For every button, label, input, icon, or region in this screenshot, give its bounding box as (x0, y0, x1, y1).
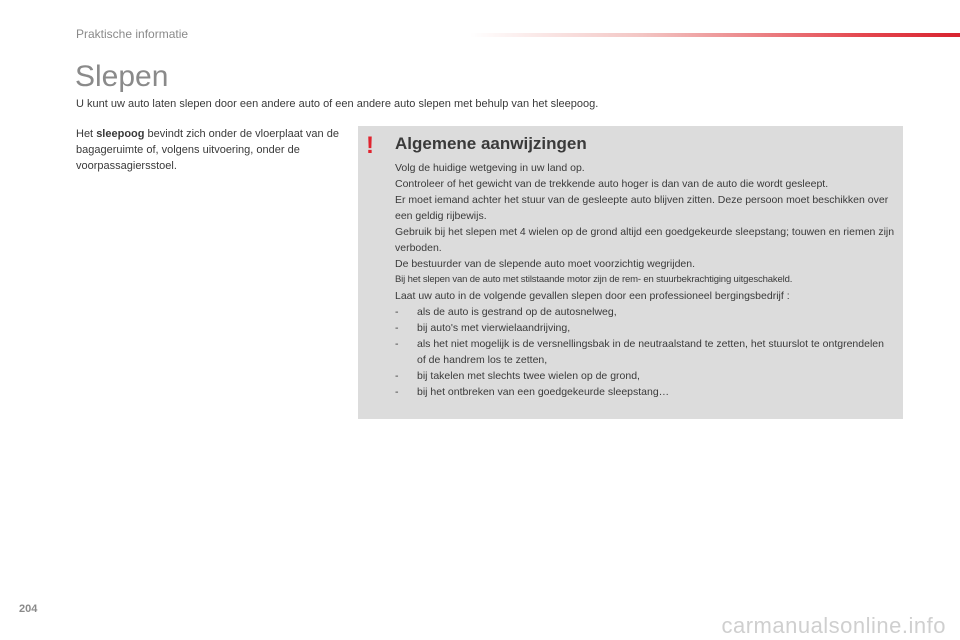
header-accent-bar (470, 33, 960, 37)
list-item (395, 368, 895, 384)
page-number: 204 (19, 603, 38, 615)
bullet-marker: - (395, 322, 399, 334)
warning-paragraph: Bij het slepen van de auto met stilstaande motor zijn de rem- en stuurbekrachtiging uitgeschakeld. (395, 274, 793, 285)
warning-paragraph: Gebruik bij het slepen met 4 wielen op de grond altijd een goedgekeurde sleepstang; touwen en riemen zijn verboden. (395, 226, 895, 254)
warning-paragraph: Laat uw auto in de volgende gevallen slepen door een professioneel bergingsbedrijf : (395, 290, 790, 302)
tow-eye-term: sleepoog (96, 128, 145, 140)
intro-text: U kunt uw auto laten slepen door een andere auto of een andere auto slepen met behulp van het sleepoog. (76, 98, 599, 110)
list-item (395, 320, 895, 336)
list-item-text: als het niet mogelijk is de versnellingsbak in de neutraalstand te zetten, het stuurslot te ontgrendelen of de handrem los te zetten, (417, 338, 884, 366)
warning-paragraph: Volg de huidige wetgeving in uw land op. (395, 162, 585, 174)
left-prefix: Het (76, 128, 97, 140)
bullet-marker: - (395, 370, 399, 382)
warning-box (358, 126, 903, 419)
bullet-marker: - (395, 386, 399, 398)
tow-eye-location-text (76, 126, 346, 174)
bullet-marker: - (395, 338, 399, 350)
list-item-text: bij takelen met slechts twee wielen op de grond, (417, 370, 640, 382)
list-item (395, 336, 895, 368)
list-item-text: bij auto's met vierwielaandrijving, (417, 322, 571, 334)
list-item-text: als de auto is gestrand op de autosnelweg, (417, 306, 617, 318)
bullet-marker: - (395, 306, 399, 318)
list-item-text: bij het ontbreken van een goedgekeurde sleepstang… (417, 386, 670, 398)
warning-bullet-list (395, 304, 895, 400)
warning-body (395, 160, 895, 400)
exclamation-icon: ! (366, 132, 374, 159)
watermark: carmanualsonline.info (721, 613, 946, 638)
page-title: Slepen (75, 60, 169, 93)
left-rest: bevindt zich onder de vloerplaat van de bagageruimte of, volgens uitvoering, onder de voorpassagiersstoel. (76, 128, 339, 172)
warning-paragraph: Er moet iemand achter het stuur van de gesleepte auto blijven zitten. Deze persoon moet beschikken over een geldig rijbewijs. (395, 194, 889, 222)
warning-paragraph: Controleer of het gewicht van de trekkende auto hoger is dan van de auto die wordt gesleept. (395, 178, 829, 190)
list-item (395, 384, 895, 400)
list-item (395, 304, 895, 320)
warning-paragraph: De bestuurder van de slepende auto moet voorzichtig wegrijden. (395, 258, 696, 270)
warning-heading: Algemene aanwijzingen (395, 134, 587, 153)
section-header: Praktische informatie (76, 27, 189, 41)
